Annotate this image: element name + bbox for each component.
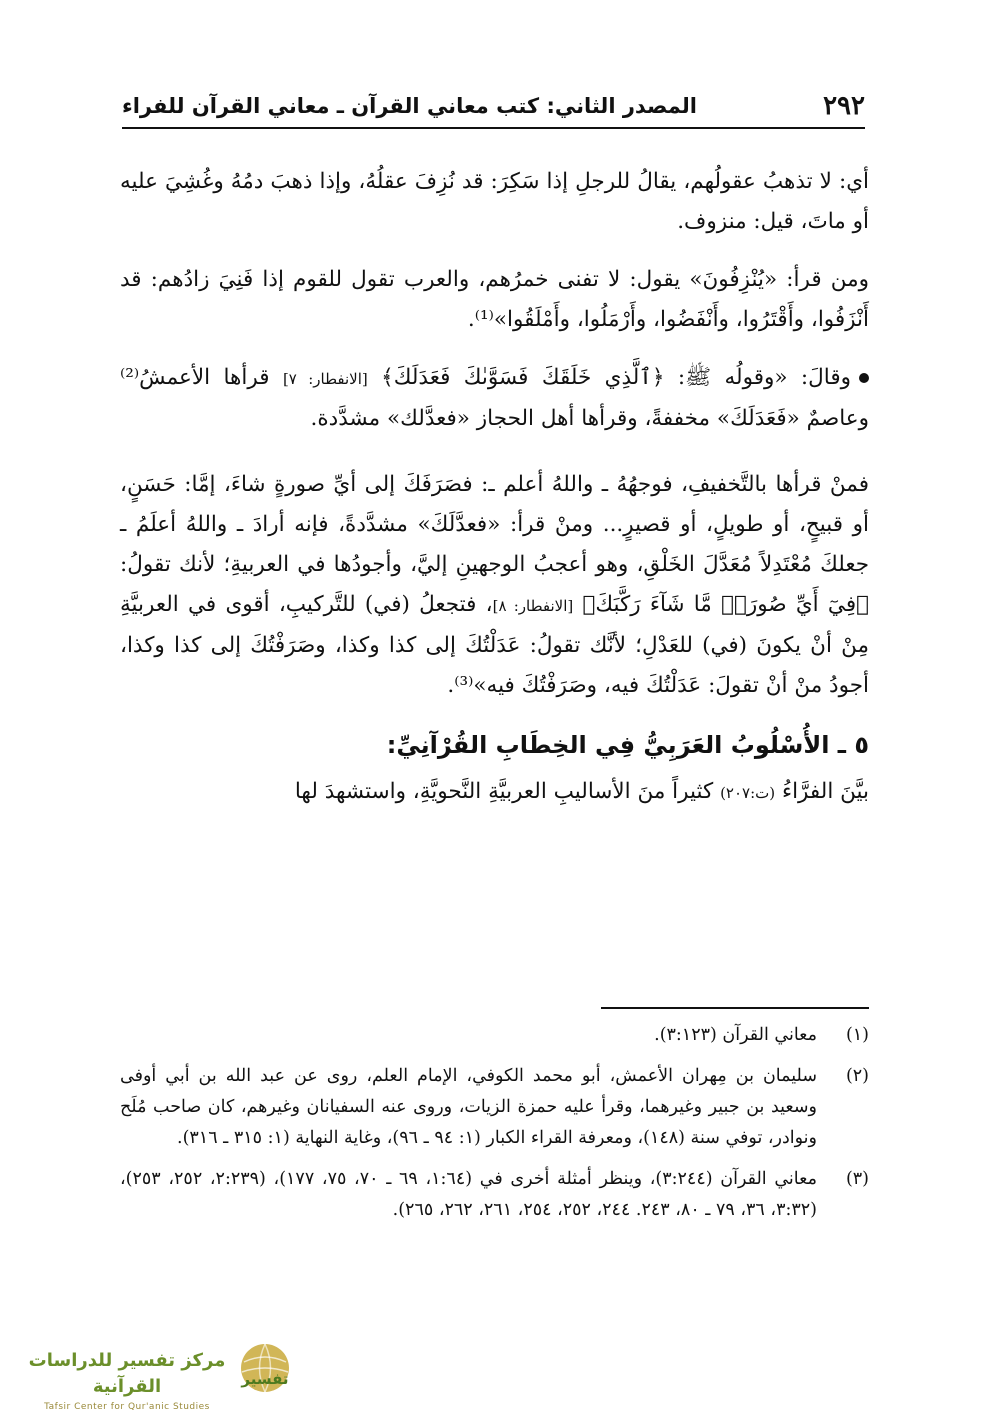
footnotes bbox=[120, 1020, 869, 1236]
footnote-text: معاني القرآن (٣:٢٤٤)، وينظر أمثلة أخرى في (١:٦٤، ٦٩ ـ ٧٠، ٧٥، ١٧٧)، (٢:٢٣٩، ٢٥٢، ٢٥٣)، (٣:٣٢، ٣٦، ٧٩ ـ ٨٠، ٢٤٣. ٢٤٤، ٢٥٢، ٢٥٤، ٢٦١، ٢٦٢، ٢٦٥). bbox=[120, 1169, 817, 1220]
paragraph-1: أي: لا تذهبُ عقولُهم، يقالُ للرجلِ إذا سَكِرَ: قد نُزِفَ عقلُهُ، وإذا ذهبَ دمُهُ وغُشِيَ عليه أو ماتَ، قيل: منزوف. bbox=[120, 169, 869, 234]
bullet-icon bbox=[859, 373, 869, 383]
death-date-note: (ت:٢٠٧) bbox=[720, 784, 776, 802]
bullet-text-before: وقالَ: «وقولُه ﷺ: ﴿ٱلَّذِي خَلَقَكَ فَسَوَّىٰكَ فَعَدَلَكَ﴾ bbox=[381, 365, 852, 390]
globe-icon bbox=[236, 1340, 294, 1400]
running-head: المصدر الثاني: كتب معاني القرآن ـ معاني القرآن للفراء bbox=[122, 94, 697, 118]
footnote-text: معاني القرآن (٣:١٢٣). bbox=[654, 1025, 817, 1045]
logo-arabic-name: مركز تفسير للدراسات القرآنية bbox=[28, 1350, 226, 1397]
page-number: ٢٩٢ bbox=[823, 91, 865, 121]
main-text bbox=[120, 162, 869, 831]
logo-text bbox=[22, 1348, 232, 1414]
paragraph-3 bbox=[120, 465, 869, 706]
paragraph-2: ومن قرأ: «يُنْزِفُونَ» يقول: لا تفنى خمرُهم، والعرب تقول للقوم إذا فَنِيَ زادُهم: قد أَنْزَفُوا، وأَقْتَرُوا، وأَنْفَضُوا، وأَرْمَلُوا، وأَمْلَقُوا»⁽¹⁾. bbox=[120, 267, 869, 332]
section-text-after: كثيراً منَ الأساليبِ العربيَّةِ النَّحويَّةِ، واستشهدَ لها bbox=[294, 779, 714, 804]
verse-citation-2: [الانفطار: ٨] bbox=[492, 597, 574, 615]
page-header bbox=[122, 88, 865, 124]
verse-citation: [الانفطار: ٧] bbox=[282, 370, 368, 388]
bullet-text-after: قرأها الأعمشُ⁽²⁾ وعاصمٌ «فَعَدَلَكَ» مخففةً، وقرأها أهل الحجاز «فعدَّلك» مشدَّدة. bbox=[120, 365, 869, 431]
footnote-rule bbox=[601, 1007, 869, 1009]
paragraph-3-text: فمنْ قرأها بالتَّخفيفِ، فوجهُهُ ـ واللهُ أعلم ـ: فصَرَفَكَ إلى أيِّ صورةٍ شاءَ، إمَّا: حَسَنٍ، أو قبيحٍ، أو طويلٍ، أو قصيرٍ... ومنْ قرأ: «فعدَّلَكَ» مشدَّدةً، فإنه أرادَ ـ واللهُ أعلَمُ ـ جعلكَ مُعْتَدِلاً مُعَدَّلَ الخَلْقِ، وهو أعجبُ الوجهينِ إليَّ، وأجودُها في العربيةِ؛ لأنك تقولُ: ﴿فِيٓ أَيِّ صُورَةٖ مَّا شَآءَ رَكَّبَكَ﴾ bbox=[120, 472, 869, 617]
bullet-paragraph bbox=[120, 358, 869, 439]
section-text-before: بيَّنَ الفرَّاءُ bbox=[781, 779, 869, 804]
footnote-2 bbox=[120, 1061, 869, 1154]
paragraph-3-continuation: ، فتجعلُ (في) للتَّركيبِ، أقوى في العربيَّةِ مِنْ أنْ يكونَ (في) للعَدْلِ؛ لأنَّك تقولُ: عَدَلْتُكَ إلى كذا وكذا، وصَرَفْتُكَ إلى كذا وكذا، أجودُ منْ أنْ تقولَ: عَدَلْتُكَ فيه، وصَرَفْتُكَ فيه»⁽³⁾. bbox=[120, 592, 869, 698]
footnote-1 bbox=[120, 1020, 869, 1051]
section-paragraph bbox=[120, 772, 869, 813]
footnote-number: (٢) bbox=[845, 1066, 869, 1086]
header-rule bbox=[122, 127, 865, 129]
logo-english-name: Tafsir Center for Qur'anic Studies bbox=[44, 1402, 210, 1412]
publisher-logo bbox=[22, 1340, 294, 1412]
footnote-number: (٣) bbox=[845, 1169, 869, 1189]
logo-mark: تفسير bbox=[241, 1370, 289, 1388]
section-heading: ٥ ـ الأُسْلُوبُ العَرَبِيُّ فِي الخِطَابِ القُرْآنِيِّ: bbox=[386, 731, 869, 759]
footnote-3 bbox=[120, 1164, 869, 1226]
footnote-text: سليمان بن مِهران الأعمش، أبو محمد الكوفي، الإمام العلم، روى عن عبد الله بن أبي أوفى وسعيد بن جبير وغيرهما، وقرأ عليه حمزة الزيات، وروى عنه السفيانان وغيرهم، كان صاحب مُلَح ونوادر، توفي سنة (١٤٨)، ومعرفة القراء الكبار (١: ٩٤ ـ ٩٦)، وغاية النهاية (١: ٣١٥ ـ ٣١٦). bbox=[120, 1066, 817, 1148]
footnote-number: (١) bbox=[845, 1025, 869, 1045]
